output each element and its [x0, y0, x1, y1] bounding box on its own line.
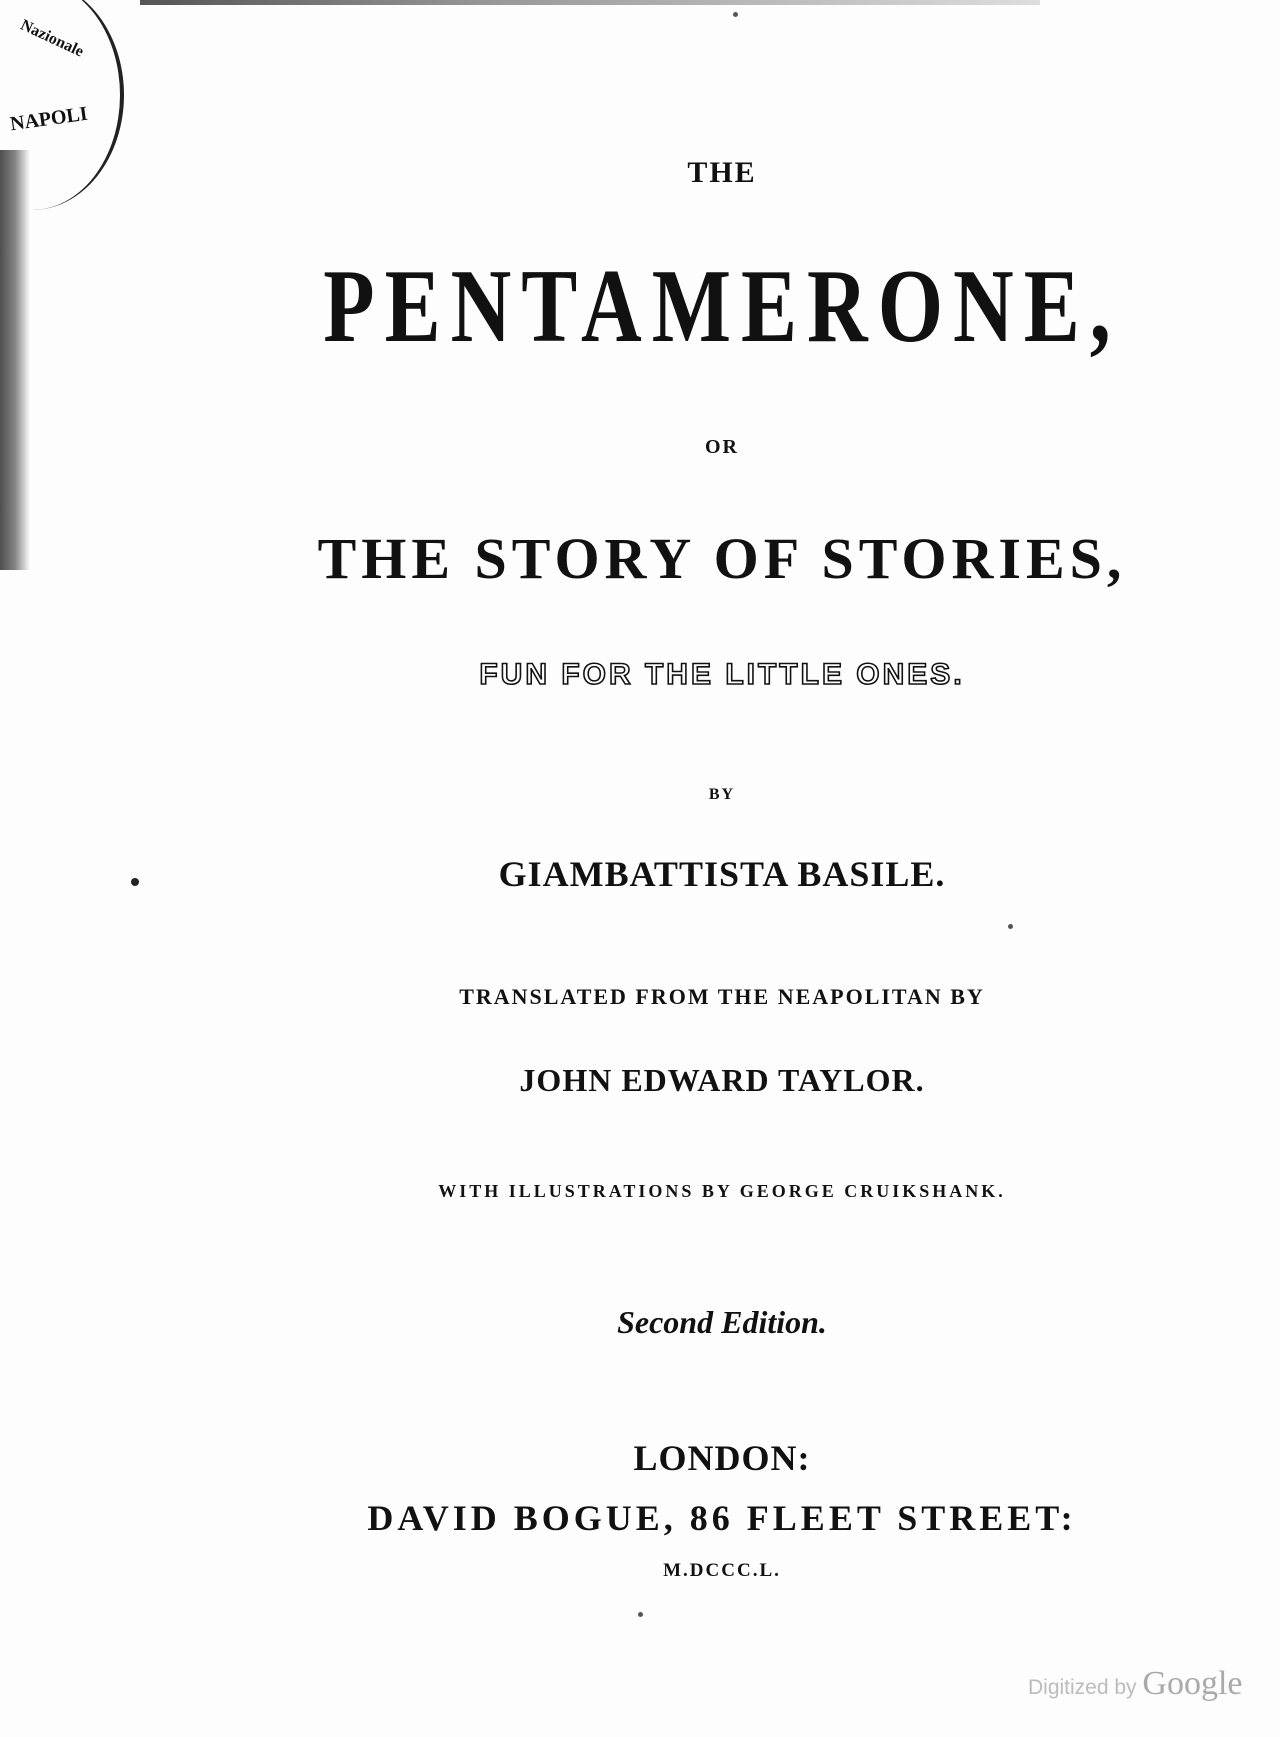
- ink-speck: [1008, 924, 1013, 929]
- binding-shadow: [0, 150, 30, 570]
- ink-speck: [638, 1612, 643, 1617]
- watermark-brand: Google: [1142, 1665, 1243, 1702]
- translated-by-line: TRANSLATED FROM THE NEAPOLITAN BY: [459, 984, 985, 1009]
- ink-speck: [733, 12, 738, 17]
- imprint-place: LONDON:: [633, 1438, 811, 1478]
- title-or: OR: [705, 436, 739, 458]
- year: M.DCCC.L.: [663, 1560, 781, 1581]
- book-title: PENTAMERONE,: [323, 248, 1121, 365]
- tagline: FUN FOR THE LITTLE ONES.: [479, 658, 965, 691]
- stamp-top-text: Nazionale: [17, 16, 87, 61]
- translator: JOHN EDWARD TAYLOR.: [519, 1062, 925, 1098]
- subtitle: THE STORY OF STORIES,: [317, 526, 1127, 591]
- page-edge-shadow: [140, 0, 1040, 5]
- illustrations-line: WITH ILLUSTRATIONS BY GEORGE CRUIKSHANK.: [438, 1181, 1006, 1201]
- edition: Second Edition.: [617, 1304, 827, 1340]
- title-the: THE: [687, 156, 757, 189]
- publisher: DAVID BOGUE, 86 FLEET STREET:: [367, 1498, 1077, 1538]
- digitized-watermark: [1028, 1665, 1243, 1703]
- title-by: BY: [708, 786, 736, 803]
- author: GIAMBATTISTA BASILE.: [498, 854, 946, 894]
- watermark-prefix: Digitized by: [1028, 1676, 1137, 1699]
- ink-speck: [131, 878, 139, 886]
- stamp-center-text: NAPOLI: [8, 102, 89, 136]
